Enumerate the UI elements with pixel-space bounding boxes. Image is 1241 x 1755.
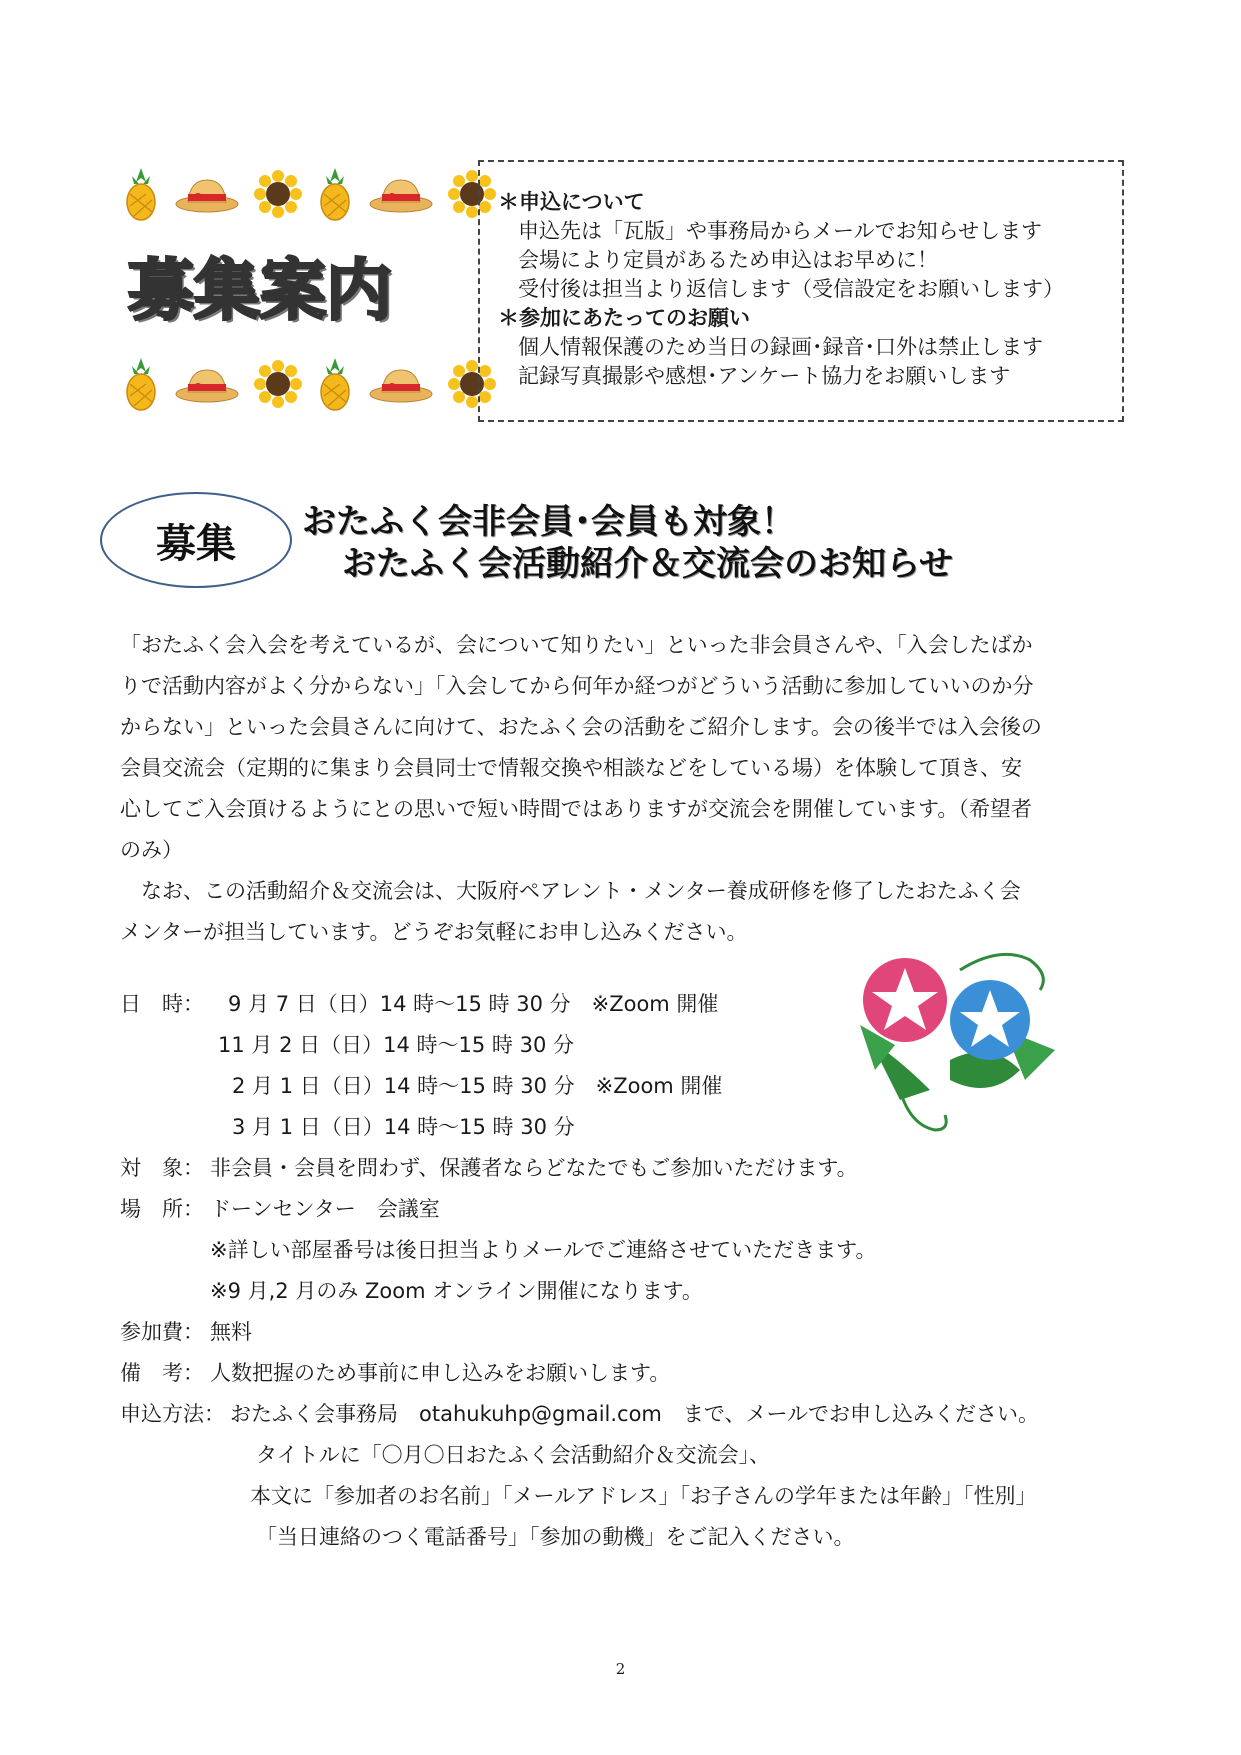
page-number: 2 [615,1660,626,1678]
sunflower-icon [254,170,302,218]
sunflower-icon [254,360,302,408]
place-note: ※詳しい部屋番号は後日担当よりメールでご連絡させていただきます。 [210,1238,877,1262]
intro-line: なお、この活動紹介＆交流会は、大阪府ペアレント・メンター養成研修を修了したおたふく会 [120,879,1021,903]
intro-line: 「おたふく会入会を考えているが、会について知りたい」といった非会員さんや、「入会したばか [120,633,1033,657]
notice-line: 申込先は「瓦版」や事務局からメールでお知らせします [518,219,1042,243]
pineapple-icon [122,166,160,222]
apply-value: おたふく会事務局 otahukuhp@gmail.com まで、メールでお申し込みください。 [230,1402,1040,1426]
notice-line: 記録写真撮影や感想･アンケート協力をお願いします [518,364,1011,388]
apply-instruction: タイトルに「〇月〇日おたふく会活動紹介＆交流会」、 [256,1443,771,1467]
fee-label: 参加費： [120,1320,204,1344]
notice-line: 個人情報保護のため当日の録画･録音･口外は禁止します [518,335,1043,359]
pineapple-icon [122,356,160,412]
recruit-badge: 募集 [100,492,292,588]
straw-hat-icon [174,174,240,214]
decoration-row-top [122,166,496,222]
intro-line: 心してご入会頂けるようにとの思いで短い時間ではありますが交流会を開催しています。（希望者 [120,797,1032,821]
notice-heading-apply: ＊申込について [498,190,645,214]
pineapple-icon [316,356,354,412]
apply-label: 申込方法： [120,1402,225,1426]
morning-glory-illustration [840,940,1090,1140]
intro-line: からない」といった会員さんに向けて、おたふく会の活動をご紹介します。会の後半では入会後の [120,715,1042,739]
banner-title-line2: おたふく会活動紹介＆交流会のお知らせ [342,544,953,584]
target-label: 対 象： [120,1156,204,1180]
date-item: 9 月 7 日（日）14 時～15 時 30 分 ※Zoom 開催 [228,992,719,1016]
notice-line: 会場により定員があるため申込はお早めに！ [518,248,938,272]
remarks-label: 備 考： [120,1361,204,1385]
remarks-value: 人数把握のため事前に申し込みをお願いします。 [210,1361,671,1385]
decoration-row-bottom [122,356,496,412]
apply-instruction: 「当日連絡のつく電話番号」「参加の動機」をご記入ください。 [256,1525,855,1549]
place-label: 場 所： [120,1197,204,1221]
straw-hat-icon [174,364,240,404]
intro-line: 会員交流会（定期的に集まり会員同士で情報交換や相談などをしている場）を体験して頂き、安 [120,756,1023,780]
intro-line: メンターが担当しています。どうぞお気軽にお申し込みください。 [120,920,748,944]
intro-line: のみ） [120,838,183,862]
datetime-label: 日 時： [120,992,204,1016]
notice-line: 受付後は担当より返信します（受信設定をお願いします） [518,277,1064,301]
date-item: 11 月 2 日（日）14 時～15 時 30 分 [218,1033,574,1057]
straw-hat-icon [368,364,434,404]
date-item: 2 月 1 日（日）14 時～15 時 30 分 ※Zoom 開催 [232,1074,723,1098]
notice-heading-request: ＊参加にあたってのお願い [498,306,750,330]
target-value: 非会員・会員を問わず、保護者ならどなたでもご参加いただけます。 [210,1156,858,1180]
straw-hat-icon [368,174,434,214]
apply-instruction: 本文に「参加者のお名前」「メールアドレス」「お子さんの学年または年齢」「性別」 [250,1484,1037,1508]
notice-box [478,160,1124,422]
banner-title-line1: おたふく会非会員･会員も対象！ [302,502,795,542]
fee-value: 無料 [210,1320,252,1344]
place-value: ドーンセンター 会議室 [210,1197,440,1221]
intro-paragraph [120,625,1130,953]
pineapple-icon [316,166,354,222]
page-title: 募集案内 [128,252,392,329]
place-note: ※9 月,2 月のみ Zoom オンライン開催になります。 [210,1279,703,1303]
date-item: 3 月 1 日（日）14 時～15 時 30 分 [232,1115,575,1139]
intro-line: りで活動内容がよく分からない」「入会してから何年か経つがどういう活動に参加していいのか分 [120,674,1034,698]
